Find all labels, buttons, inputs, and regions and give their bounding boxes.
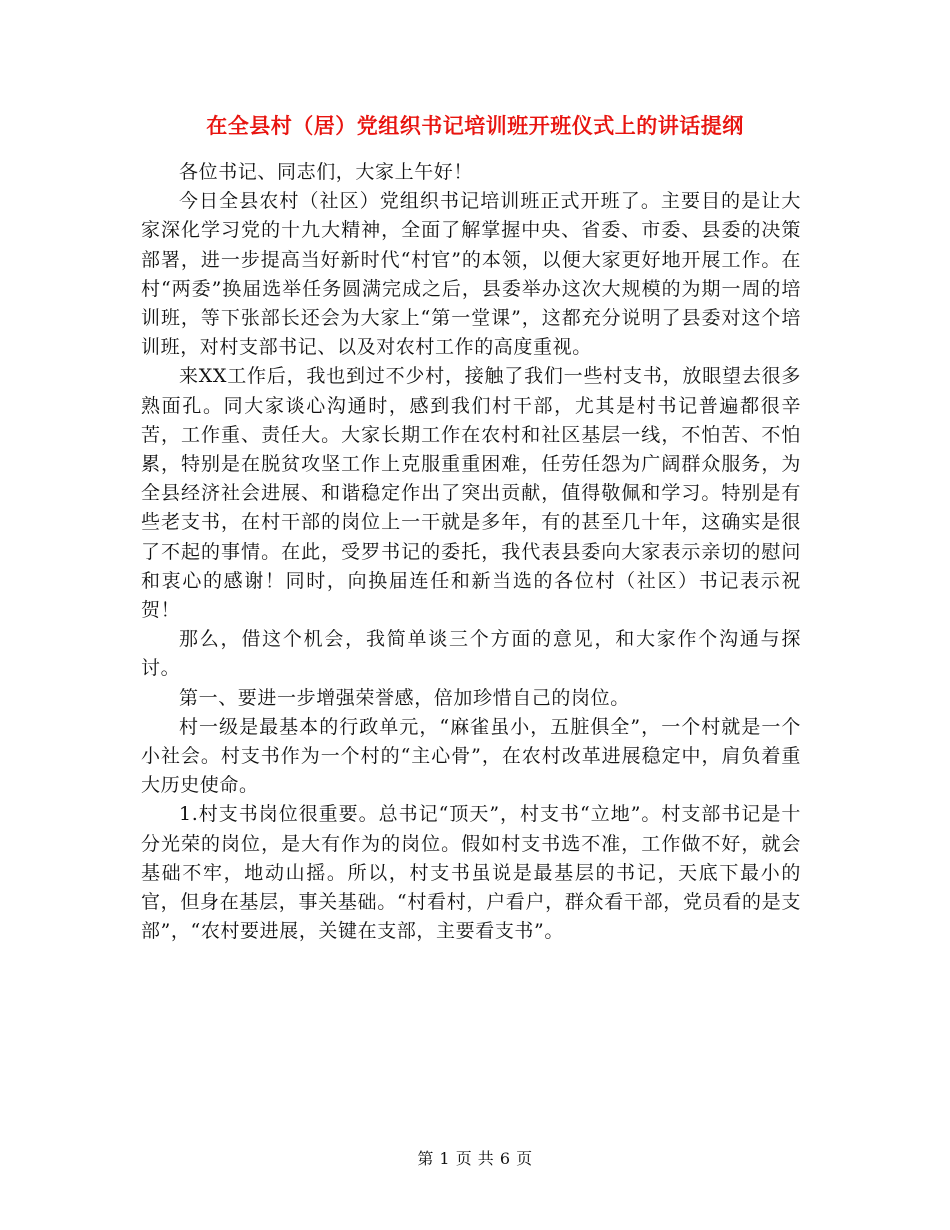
document-title: 在全县村（居）党组织书记培训班开班仪式上的讲话提纲 <box>206 113 744 138</box>
paragraph-transition: 那么，借这个机会，我简单谈三个方面的意见，和大家作个沟通与探讨。 <box>141 628 801 680</box>
paragraph-opening: 今日全县农村（社区）党组织书记培训班正式开班了。主要目的是让大家深化学习党的十九大精神，全面了解掌握中央、省委、市委、县委的决策部署，进一步提高当好新时代“村官”的本领，以便大家更好地开展工作。在村“两委”换届选举任务圆满完成之后，县委举办这次大规模的为期一周的培训班，等下张部长还会为大家上“第一堂课”，这都充分说明了县委对这个培训班，对村支部书记、以及对农村工作的高度重视。 <box>141 190 801 359</box>
paragraph-greeting: 各位书记、同志们，大家上午好！ <box>179 161 474 183</box>
page-footer: 第 1 页 共 6 页 <box>417 1149 533 1168</box>
document-body <box>141 158 801 946</box>
section-heading-first: 第一、要进一步增强荣誉感，倍加珍惜自己的岗位。 <box>179 686 630 709</box>
paragraph-appreciation: 来XX工作后，我也到过不少村，接触了我们一些村支书，放眼望去很多熟面孔。同大家谈心沟通时，感到我们村干部，尤其是村书记普遍都很辛苦，工作重、责任大。大家长期工作在农村和社区基层一线，不怕苦、不怕累，特别是在脱贫攻坚工作上克服重重困难，任劳任怨为广阔群众服务，为全县经济社会进展、和谐稳定作出了突出贡献，值得敬佩和学习。特别是有些老支书，在村干部的岗位上一干就是多年，有的甚至几十年，这确实是很了不起的事情。在此，受罗书记的委托，我代表县委向大家表示亲切的慰问和衷心的感谢！同时，向换届连任和新当选的各位村（社区）书记表示祝贺！ <box>141 365 801 622</box>
paragraph-village-unit: 村一级是最基本的行政单元，“麻雀虽小，五脏俱全”，一个村就是一个小社会。村支书作为一个村的“主心骨”，在农村改革进展稳定中，肩负着重大历史使命。 <box>141 715 801 797</box>
paragraph-point-1: 1.村支书岗位很重要。总书记“顶天”，村支书“立地”。村支部书记是十分光荣的岗位，是大有作为的岗位。假如村支书选不准，工作做不好，就会基础不牢，地动山摇。所以，村支书虽说是最基层的书记，天底下最小的官，但身在基层，事关基础。“村看村，户看户，群众看干部，党员看的是支部”，“农村要进展，关键在支部，主要看支书”。 <box>141 803 801 943</box>
